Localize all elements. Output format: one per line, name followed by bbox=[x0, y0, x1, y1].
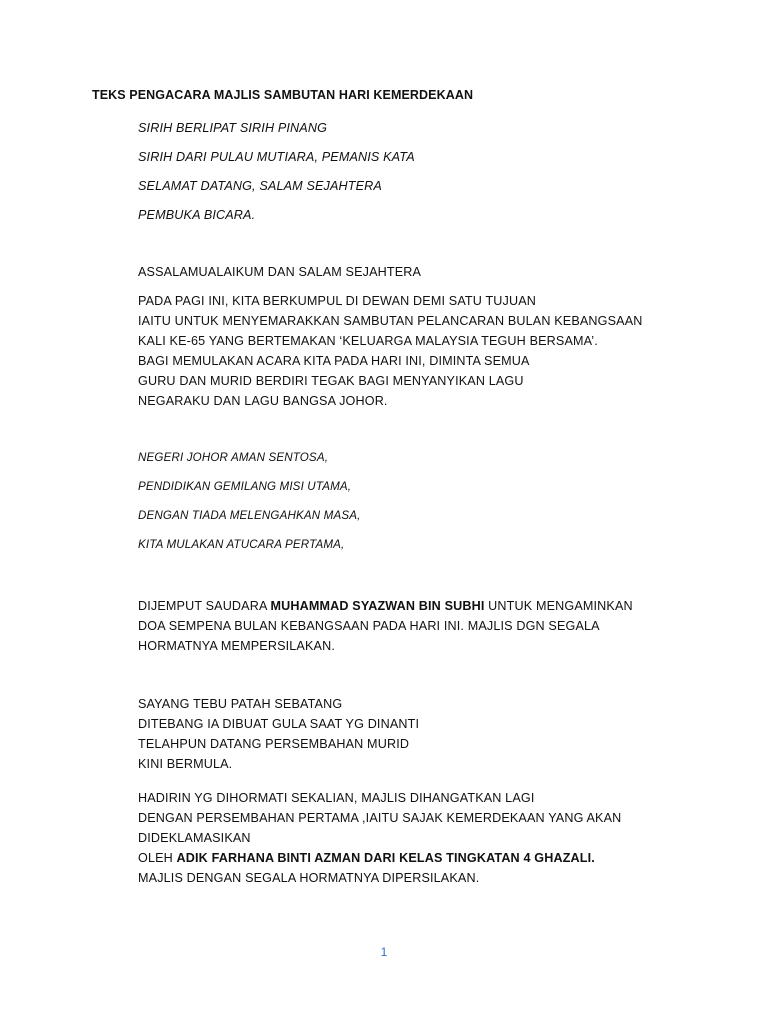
doa-line-suffix: UNTUK MENGAMINKAN bbox=[484, 599, 633, 613]
greeting-line: ASSALAMUALAIKUM DAN SALAM SEJAHTERA bbox=[138, 265, 422, 279]
pantun-tebu bbox=[138, 694, 698, 774]
doa-paragraph bbox=[138, 596, 698, 656]
doa-line-prefix: DIJEMPUT SAUDARA bbox=[138, 599, 271, 613]
sajak-line-suffix: . bbox=[591, 851, 595, 865]
doa-reader-name: MUHAMMAD SYAZWAN BIN SUBHI bbox=[270, 599, 485, 613]
pantun-line: KINI BERMULA. bbox=[138, 757, 233, 771]
performer-name: ADIK FARHANA BINTI AZMAN DARI KELAS TINGKATAN 4 GHAZALI bbox=[176, 851, 592, 865]
pantun-opening bbox=[138, 118, 698, 234]
pantun-johor bbox=[138, 448, 698, 564]
pantun-line: SELAMAT DATANG, SALAM SEJAHTERA bbox=[138, 179, 382, 193]
pantun-line: SIRIH DARI PULAU MUTIARA, PEMANIS KATA bbox=[138, 150, 415, 164]
intro-line: BAGI MEMULAKAN ACARA KITA PADA HARI INI, DIMINTA SEMUA bbox=[138, 354, 530, 368]
sajak-line: DIDEKLAMASIKAN bbox=[138, 831, 251, 845]
pantun-line: TELAHPUN DATANG PERSEMBAHAN MURID bbox=[138, 737, 410, 751]
sajak-line-prefix: OLEH bbox=[138, 851, 177, 865]
doa-line bbox=[138, 596, 698, 616]
sajak-paragraph bbox=[138, 788, 698, 888]
intro-line: NEGARAKU DAN LAGU BANGSA JOHOR. bbox=[138, 394, 388, 408]
doa-line: HORMATNYA MEMPERSILAKAN. bbox=[138, 639, 335, 653]
sajak-line: MAJLIS DENGAN SEGALA HORMATNYA DIPERSILAKAN. bbox=[138, 871, 480, 885]
pantun-line: SIRIH BERLIPAT SIRIH PINANG bbox=[138, 121, 328, 135]
intro-line: PADA PAGI INI, KITA BERKUMPUL DI DEWAN DEMI SATU TUJUAN bbox=[138, 294, 537, 308]
pantun-line: KITA MULAKAN ATUCARA PERTAMA, bbox=[138, 538, 345, 551]
intro-line: KALI KE-65 YANG BERTEMAKAN ‘KELUARGA MALAYSIA TEGUH BERSAMA’. bbox=[138, 334, 598, 348]
page-number: 1 bbox=[380, 945, 388, 959]
intro-line: IAITU UNTUK MENYEMARAKKAN SAMBUTAN PELANCARAN BULAN KEBANGSAAN bbox=[138, 314, 643, 328]
sajak-line bbox=[138, 848, 698, 868]
pantun-line: NEGERI JOHOR AMAN SENTOSA, bbox=[138, 451, 329, 464]
pantun-line: PENDIDIKAN GEMILANG MISI UTAMA, bbox=[138, 480, 352, 493]
greeting-block bbox=[138, 262, 698, 282]
intro-paragraph bbox=[138, 291, 698, 411]
sajak-line: DENGAN PERSEMBAHAN PERTAMA ,IAITU SAJAK KEMERDEKAAN YANG AKAN bbox=[138, 811, 622, 825]
sajak-line: HADIRIN YG DIHORMATI SEKALIAN, MAJLIS DIHANGATKAN LAGI bbox=[138, 791, 535, 805]
pantun-line: DITEBANG IA DIBUAT GULA SAAT YG DINANTI bbox=[138, 717, 420, 731]
pantun-line: DENGAN TIADA MELENGAHKAN MASA, bbox=[138, 509, 361, 522]
intro-line: GURU DAN MURID BERDIRI TEGAK BAGI MENYANYIKAN LAGU bbox=[138, 374, 524, 388]
doa-line: DOA SEMPENA BULAN KEBANGSAAN PADA HARI INI. MAJLIS DGN SEGALA bbox=[138, 619, 600, 633]
document-title: TEKS PENGACARA MAJLIS SAMBUTAN HARI KEMERDEKAAN bbox=[92, 88, 474, 102]
pantun-line: SAYANG TEBU PATAH SEBATANG bbox=[138, 697, 343, 711]
pantun-line: PEMBUKA BICARA. bbox=[138, 208, 256, 222]
